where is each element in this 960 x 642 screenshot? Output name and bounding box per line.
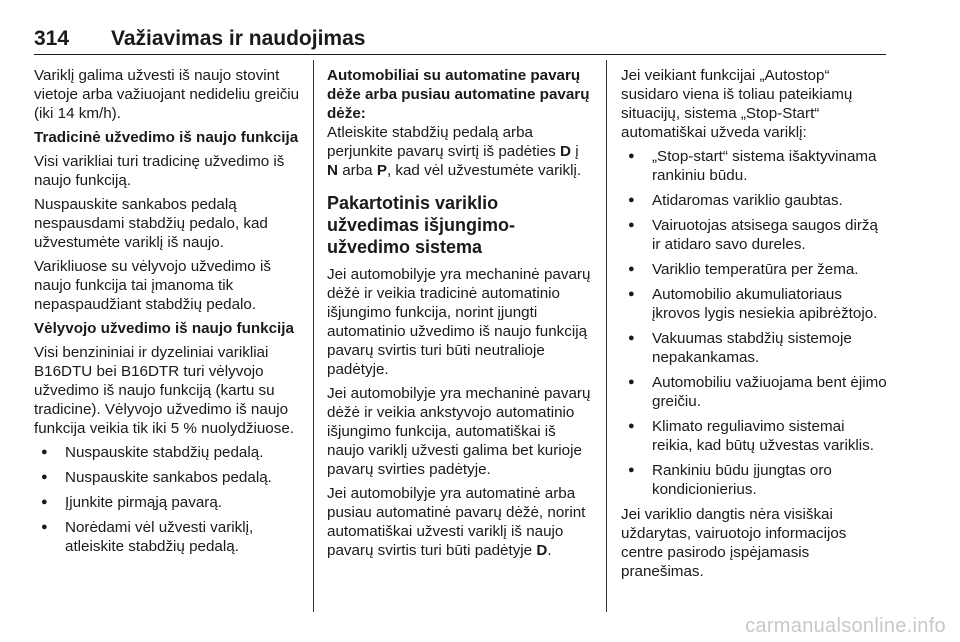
watermark: carmanualsonline.info (745, 615, 946, 637)
paragraph: Visi varikliai turi tradicinę užvedimo iš naujo funkciją. (34, 153, 285, 189)
paragraph: Jei veikiant funkcijai „Autostop“ susidaro viena iš toliau pateikiamų situacijų, sistema „Stop-Start“ automatiškai užveda variklį: (621, 67, 853, 141)
paragraph: Atleiskite stabdžių pedalą arba perjunkite pavarų svirtį iš padėties D į N arba P, kad vėl užvestumėte variklį. (327, 124, 582, 179)
paragraph: Jei automobilyje yra mechaninė pavarų dėžė ir veikia tradicinė automatinio išjungimo funkcija, norint įjungti automatinio užvedimo iš naujo funkciją pavarų svirtis turi būti neutralioje padėtyje. (327, 266, 591, 378)
paragraph: Jei automobilyje yra mechaninė pavarų dėžė ir veikia ankstyvojo automatinio išjungimo funkcija, automatiškai iš naujo variklį užvesti galima bet kurioje pavarų svirties padėtyje. (327, 385, 591, 478)
paragraph: Nuspauskite sankabos pedalą nespausdami stabdžių pedalo, kad užvestumėte variklį iš naujo. (34, 196, 268, 251)
list-item: ● Variklio temperatūra per žema. (621, 260, 889, 279)
list-item: ● Norėdami vėl užvesti variklį, atleiskite stabdžių pedalą. (34, 518, 302, 556)
column-divider (313, 60, 314, 612)
list-item: ● Nuspauskite stabdžių pedalą. (34, 443, 302, 462)
list-item: ● Atidaromas variklio gaubtas. (621, 191, 889, 210)
paragraph: Variklį galima užvesti iš naujo stovint vietoje arba važiuojant nedideliu greičiu (iki 14 km/h). (34, 67, 300, 122)
paragraph: Jei variklio dangtis nėra visiškai uždarytas, vairuotojo informacijos centre pasirodo įspėjamasis pranešimas. (621, 506, 847, 580)
page-title: Važiavimas ir naudojimas (111, 27, 366, 50)
paragraph: Jei automobilyje yra automatinė arba pusiau automatinė pavarų dėžė, norint automatiškai užvesti variklį iš naujo pavarų svirtis turi būti padėtyje D. (327, 485, 586, 559)
subheading: Vėlyvojo užvedimo iš naujo funkcija (34, 320, 294, 337)
list-item: ● Automobiliu važiuojama bent ėjimo greičiu. (621, 373, 889, 411)
section-title: Pakartotinis variklio užvedimas išjungimo-užvedimo sistema (327, 193, 516, 257)
column-middle (327, 66, 593, 565)
subheading: Tradicinė užvedimo iš naujo funkcija (34, 129, 299, 146)
list-item: ● Vakuumas stabdžių sistemoje nepakankamas. (621, 329, 889, 367)
list-item: ● Vairuotojas atsisega saugos diržą ir atidaro savo dureles. (621, 216, 889, 254)
page-number: 314 (34, 27, 70, 50)
page-header (34, 24, 886, 55)
subheading: Automobiliai su automatine pavarų dėže arba pusiau automatine pavarų dėže: (327, 67, 590, 122)
column-divider (606, 60, 607, 612)
list-item: ● Nuspauskite sankabos pedalą. (34, 468, 302, 487)
bullet-list (34, 443, 302, 556)
list-item: ● Rankiniu būdu įjungtas oro kondicionierius. (621, 461, 889, 499)
paragraph: Visi benzininiai ir dyzeliniai varikliai B16DTU bei B16DTR turi vėlyvojo užvedimo iš naujo funkciją (kartu su tradicine). Vėlyvojo užvedimo iš naujo funkcija veikia tik iki 5 % nuolydžiuose. (34, 344, 294, 437)
bullet-list (621, 147, 889, 499)
paragraph: Varikliuose su vėlyvojo užvedimo iš naujo funkcija tai įmanoma tik nepaspaudžiant stabdžių pedalo. (34, 258, 271, 313)
list-item: ● Klimato reguliavimo sistemai reikia, kad būtų užvestas variklis. (621, 417, 889, 455)
list-item: ● „Stop-start“ sistema išaktyvinama rankiniu būdu. (621, 147, 889, 185)
column-left (34, 66, 302, 562)
list-item: ● Įjunkite pirmąją pavarą. (34, 493, 302, 512)
list-item: ● Automobilio akumuliatoriaus įkrovos lygis nesiekia apibrėžtojo. (621, 285, 889, 323)
column-right (621, 66, 889, 586)
